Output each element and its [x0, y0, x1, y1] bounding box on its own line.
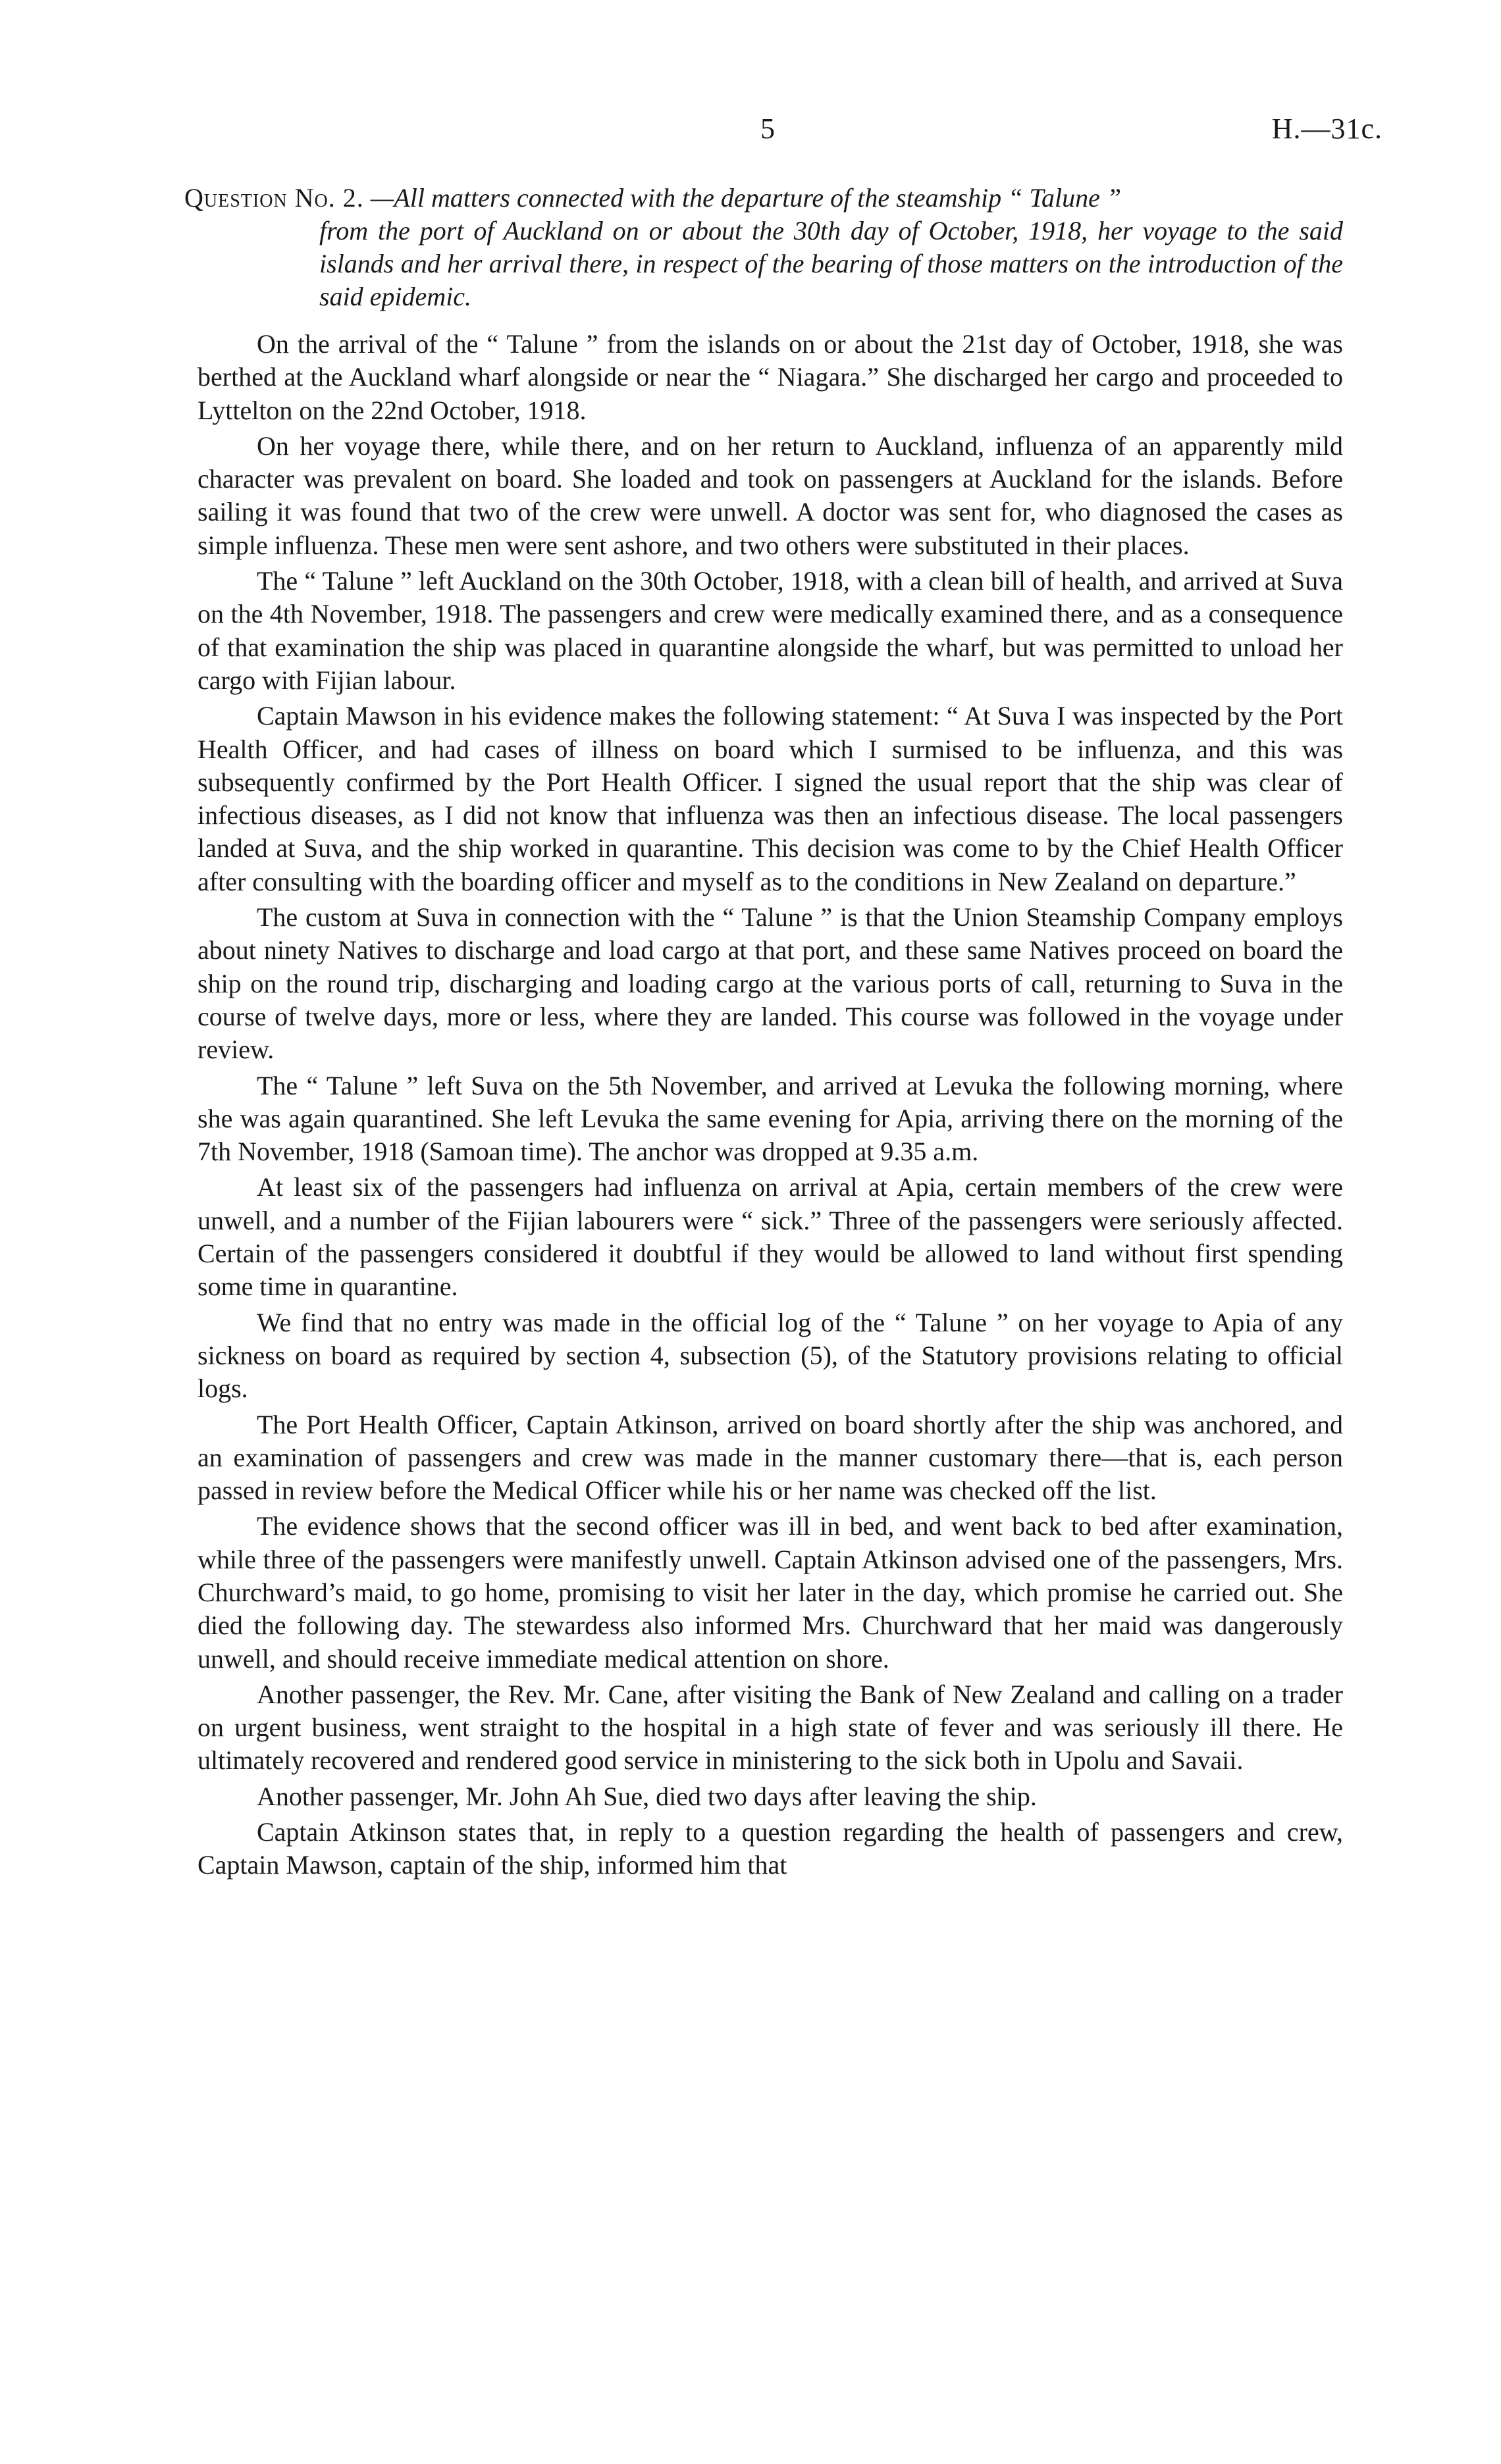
paragraph-rev-cane: Another passenger, the Rev. Mr. Cane, after visiting the Bank of New Zealand and calling on a trader on urgent business, went straight to the hospital in a high state of fever and was seriously ill there. He ultimately recovered and rendered good service in ministering to the sick both in Upolu and Savaii. — [198, 1679, 1343, 1776]
paragraph-voyage: On her voyage there, while there, and on her return to Auckland, influenza of an apparently mild character was prevalent on board. She loaded and took on passengers at Auckland for the islands. Before sailing it was found that two of the crew were unwell. A doctor was sent for, who diagnosed the cases as simple influenza. These men were sent ashore, and two others were substituted in their places. — [198, 430, 1343, 560]
document-page — [184, 112, 1382, 1885]
question-label: Question No. 2. — [184, 183, 364, 213]
paragraph-suva-custom: The custom at Suva in connection with the “ Talune ” is that the Union Steamship Company employs about ninety Natives to discharge and load cargo at that port, and these same Natives proceed on board the ship on the round trip, discharging and loading cargo at the various ports of call, returning to Suva in the course of twelve days, more or less, where they are landed. This course was followed in the voyage under review. — [198, 902, 1343, 1065]
question-first-line — [184, 183, 1121, 213]
question-text-continuation: from the port of Auckland on or about the 30th day of October, 1918, her voyage to the said islands and her arrival there, in respect of the bearing of those matters on the introduction of the said epidemic. — [319, 216, 1343, 311]
paragraph-ah-sue: Another passenger, Mr. John Ah Sue, died two days after leaving the ship. — [257, 1781, 1037, 1811]
body-text — [198, 328, 1343, 1882]
question-heading — [184, 182, 1343, 313]
document-reference: H.—31c. — [1271, 113, 1382, 145]
question-text-start: —All matters connected with the departure of the steamship “ Talune ” — [370, 183, 1122, 213]
paragraph-port-health-officer: The Port Health Officer, Captain Atkinson, arrived on board shortly after the ship was anchored, and an examination of passengers and crew was made in the manner customary there—that is, each person passed in review before the Medical Officer while his or her name was checked off the list. — [198, 1409, 1343, 1506]
paragraph-arrival: On the arrival of the “ Talune ” from the islands on or about the 21st day of October, 1918, she was berthed at the Auckland wharf alongside or near the “ Niagara.” She discharged her cargo and proceeded to Lyttelton on the 22nd October, 1918. — [198, 329, 1343, 425]
paragraph-atkinson-states: Captain Atkinson states that, in reply to a question regarding the health of passengers and crew, Captain Mawson, captain of the ship, informed him that — [198, 1817, 1343, 1880]
paragraph-evidence: The evidence shows that the second officer was ill in bed, and went back to bed after examination, while three of the passengers were manifestly unwell. Captain Atkinson advised one of the passengers, Mrs. Churchward’s maid, to go home, promising to visit her later in the day, which promise he carried out. She died the following day. The stewardess also informed Mrs. Churchward that her maid was dangerously unwell, and should receive immediate medical attention on shore. — [198, 1511, 1343, 1674]
page-number: 5 — [760, 113, 775, 145]
paragraph-apia-arrival: At least six of the passengers had influenza on arrival at Apia, certain members of the crew were unwell, and a number of the Fijian labourers were “ sick.” Three of the passengers were seriously affected. Certain of the passengers considered it doubtful if they would be allowed to land without first spending some time in quarantine. — [198, 1172, 1343, 1302]
paragraph-mawson-statement: Captain Mawson in his evidence makes the following statement: “ At Suva I was inspected by the Port Health Officer, and had cases of illness on board which I surmised to be influenza, and this was subsequently confirmed by the Port Health Officer. I signed the usual report that the ship was clear of infectious diseases, as I did not know that influenza was then an infectious disease. The local passengers landed at Suva, and the ship worked in quarantine. This decision was come to by the Chief Health Officer after consulting with the boarding officer and myself as to the conditions in New Zealand on departure.” — [198, 701, 1343, 896]
paragraph-departure-auckland: The “ Talune ” left Auckland on the 30th October, 1918, with a clean bill of health, and arrived at Suva on the 4th November, 1918. The passengers and crew were medically examined there, and as a consequence of that examination the ship was placed in quarantine alongside the wharf, but was permitted to unload her cargo with Fijian labour. — [198, 566, 1343, 695]
paragraph-official-log: We find that no entry was made in the official log of the “ Talune ” on her voyage to Apia of any sickness on board as required by section 4, subsection (5), of the Statutory provisions relating to official logs. — [198, 1307, 1343, 1404]
paragraph-levuka: The “ Talune ” left Suva on the 5th November, and arrived at Levuka the following morning, where she was again quarantined. She left Levuka the same evening for Apia, arriving there on the morning of the 7th November, 1918 (Samoan time). The anchor was dropped at 9.35 a.m. — [198, 1070, 1343, 1167]
page-header — [198, 112, 1382, 158]
